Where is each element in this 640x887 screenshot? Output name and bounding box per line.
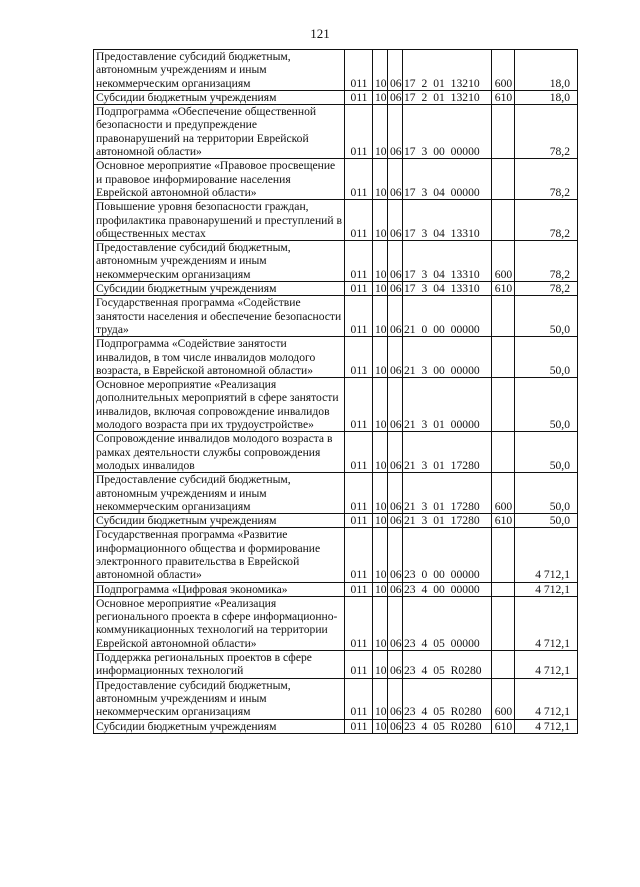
- expense-type-cell: [492, 200, 515, 241]
- row-name-cell: Государственная программа «Содействие занятости населения и обеспечение безопасности труда»: [94, 296, 345, 337]
- amount-cell: 78,2: [515, 241, 578, 282]
- expense-type-cell: 610: [492, 514, 515, 528]
- subsection-code-cell: 06: [388, 337, 403, 378]
- row-name-cell: Основное мероприятие «Реализация регионального проекта в сфере информационно-коммуникационных технологий на территории Еврейской автономной области»: [94, 596, 345, 650]
- expense-type-cell: [492, 296, 515, 337]
- expense-type-cell: [492, 596, 515, 650]
- section-code-cell: 10: [373, 432, 388, 473]
- subsection-code-cell: 06: [388, 432, 403, 473]
- subsection-code-cell: 06: [388, 582, 403, 596]
- subsection-code-cell: 06: [388, 651, 403, 679]
- amount-cell: 18,0: [515, 90, 578, 104]
- ministry-code-cell: 011: [345, 241, 373, 282]
- subsection-code-cell: 06: [388, 50, 403, 91]
- section-code-cell: 10: [373, 296, 388, 337]
- program-code-cell: 23 4 05 R0280: [403, 678, 492, 719]
- ministry-code-cell: 011: [345, 473, 373, 514]
- ministry-code-cell: 011: [345, 432, 373, 473]
- ministry-code-cell: 011: [345, 90, 373, 104]
- program-code-cell: 23 4 05 R0280: [403, 651, 492, 679]
- expense-type-cell: [492, 651, 515, 679]
- section-code-cell: 10: [373, 719, 388, 733]
- expense-type-cell: [492, 432, 515, 473]
- program-code-cell: 21 0 00 00000: [403, 296, 492, 337]
- amount-cell: 78,2: [515, 159, 578, 200]
- row-name-cell: Государственная программа «Развитие информационного общества и формирование электронного правительства в Еврейской автономной области»: [94, 528, 345, 582]
- budget-table: [93, 49, 578, 734]
- amount-cell: 50,0: [515, 473, 578, 514]
- table-row: [94, 651, 578, 679]
- table-row: [94, 473, 578, 514]
- subsection-code-cell: 06: [388, 241, 403, 282]
- section-code-cell: 10: [373, 596, 388, 650]
- expense-type-cell: [492, 528, 515, 582]
- amount-cell: 18,0: [515, 50, 578, 91]
- program-code-cell: 23 4 05 R0280: [403, 719, 492, 733]
- expense-type-cell: [492, 378, 515, 432]
- section-code-cell: 10: [373, 582, 388, 596]
- ministry-code-cell: 011: [345, 105, 373, 159]
- subsection-code-cell: 06: [388, 596, 403, 650]
- row-name-cell: Поддержка региональных проектов в сфере информационных технологий: [94, 651, 345, 679]
- row-name-cell: Предоставление субсидий бюджетным, автономным учреждениям и иным некоммерческим организациям: [94, 50, 345, 91]
- program-code-cell: 23 4 00 00000: [403, 582, 492, 596]
- row-name-cell: Предоставление субсидий бюджетным, автономным учреждениям и иным некоммерческим организациям: [94, 473, 345, 514]
- amount-cell: 4 712,1: [515, 719, 578, 733]
- program-code-cell: 17 3 04 13310: [403, 282, 492, 296]
- table-row: [94, 528, 578, 582]
- program-code-cell: 17 3 00 00000: [403, 105, 492, 159]
- table-row: [94, 678, 578, 719]
- ministry-code-cell: 011: [345, 678, 373, 719]
- subsection-code-cell: 06: [388, 296, 403, 337]
- table-row: [94, 200, 578, 241]
- amount-cell: 4 712,1: [515, 582, 578, 596]
- expense-type-cell: [492, 582, 515, 596]
- ministry-code-cell: 011: [345, 337, 373, 378]
- table-row: [94, 432, 578, 473]
- subsection-code-cell: 06: [388, 282, 403, 296]
- amount-cell: 4 712,1: [515, 678, 578, 719]
- row-name-cell: Субсидии бюджетным учреждениям: [94, 282, 345, 296]
- page-number: 121: [310, 26, 330, 41]
- table-row: [94, 50, 578, 91]
- row-name-cell: Предоставление субсидий бюджетным, автономным учреждениям и иным некоммерческим организациям: [94, 241, 345, 282]
- row-name-cell: Подпрограмма «Цифровая экономика»: [94, 582, 345, 596]
- expense-type-cell: 600: [492, 473, 515, 514]
- row-name-cell: Субсидии бюджетным учреждениям: [94, 719, 345, 733]
- program-code-cell: 17 3 04 00000: [403, 159, 492, 200]
- expense-type-cell: [492, 337, 515, 378]
- ministry-code-cell: 011: [345, 528, 373, 582]
- row-name-cell: Подпрограмма «Обеспечение общественной безопасности и предупреждение правонарушений на территории Еврейской автономной области»: [94, 105, 345, 159]
- amount-cell: 78,2: [515, 105, 578, 159]
- amount-cell: 50,0: [515, 514, 578, 528]
- section-code-cell: 10: [373, 90, 388, 104]
- row-name-cell: Основное мероприятие «Реализация дополнительных мероприятий в сфере занятости инвалидов, включая сопровождение инвалидов молодого возраста при их трудоустройстве»: [94, 378, 345, 432]
- ministry-code-cell: 011: [345, 596, 373, 650]
- section-code-cell: 10: [373, 105, 388, 159]
- table-row: [94, 296, 578, 337]
- amount-cell: 4 712,1: [515, 651, 578, 679]
- table-row: [94, 159, 578, 200]
- subsection-code-cell: 06: [388, 378, 403, 432]
- ministry-code-cell: 011: [345, 50, 373, 91]
- program-code-cell: 21 3 01 00000: [403, 378, 492, 432]
- table-row: [94, 105, 578, 159]
- amount-cell: 78,2: [515, 200, 578, 241]
- ministry-code-cell: 011: [345, 282, 373, 296]
- table-row: [94, 719, 578, 733]
- subsection-code-cell: 06: [388, 200, 403, 241]
- section-code-cell: 10: [373, 378, 388, 432]
- subsection-code-cell: 06: [388, 105, 403, 159]
- program-code-cell: 17 2 01 13210: [403, 90, 492, 104]
- amount-cell: 4 712,1: [515, 596, 578, 650]
- ministry-code-cell: 011: [345, 378, 373, 432]
- program-code-cell: 21 3 01 17280: [403, 514, 492, 528]
- amount-cell: 50,0: [515, 296, 578, 337]
- subsection-code-cell: 06: [388, 159, 403, 200]
- program-code-cell: 21 3 00 00000: [403, 337, 492, 378]
- expense-type-cell: 600: [492, 50, 515, 91]
- expense-type-cell: 600: [492, 241, 515, 282]
- amount-cell: 78,2: [515, 282, 578, 296]
- subsection-code-cell: 06: [388, 528, 403, 582]
- table-row: [94, 582, 578, 596]
- table-row: [94, 514, 578, 528]
- section-code-cell: 10: [373, 50, 388, 91]
- table-row: [94, 90, 578, 104]
- amount-cell: 50,0: [515, 337, 578, 378]
- program-code-cell: 23 0 00 00000: [403, 528, 492, 582]
- section-code-cell: 10: [373, 337, 388, 378]
- expense-type-cell: 610: [492, 719, 515, 733]
- section-code-cell: 10: [373, 651, 388, 679]
- subsection-code-cell: 06: [388, 678, 403, 719]
- table-row: [94, 282, 578, 296]
- table-row: [94, 596, 578, 650]
- expense-type-cell: [492, 105, 515, 159]
- section-code-cell: 10: [373, 200, 388, 241]
- expense-type-cell: 610: [492, 282, 515, 296]
- row-name-cell: Субсидии бюджетным учреждениям: [94, 90, 345, 104]
- section-code-cell: 10: [373, 241, 388, 282]
- program-code-cell: 17 3 04 13310: [403, 241, 492, 282]
- row-name-cell: Подпрограмма «Содействие занятости инвалидов, в том числе инвалидов молодого возраста, в Еврейской автономной области»: [94, 337, 345, 378]
- section-code-cell: 10: [373, 473, 388, 514]
- row-name-cell: Предоставление субсидий бюджетным, автономным учреждениям и иным некоммерческим организациям: [94, 678, 345, 719]
- table-row: [94, 337, 578, 378]
- row-name-cell: Субсидии бюджетным учреждениям: [94, 514, 345, 528]
- section-code-cell: 10: [373, 678, 388, 719]
- table-row: [94, 378, 578, 432]
- amount-cell: 50,0: [515, 432, 578, 473]
- ministry-code-cell: 011: [345, 719, 373, 733]
- table-row: [94, 241, 578, 282]
- row-name-cell: Повышение уровня безопасности граждан, профилактика правонарушений и преступлений в общественных местах: [94, 200, 345, 241]
- ministry-code-cell: 011: [345, 296, 373, 337]
- expense-type-cell: 600: [492, 678, 515, 719]
- ministry-code-cell: 011: [345, 200, 373, 241]
- subsection-code-cell: 06: [388, 90, 403, 104]
- expense-type-cell: [492, 159, 515, 200]
- program-code-cell: 21 3 01 17280: [403, 432, 492, 473]
- subsection-code-cell: 06: [388, 719, 403, 733]
- program-code-cell: 17 3 04 13310: [403, 200, 492, 241]
- row-name-cell: Сопровождение инвалидов молодого возраста в рамках деятельности службы сопровождения молодых инвалидов: [94, 432, 345, 473]
- subsection-code-cell: 06: [388, 473, 403, 514]
- subsection-code-cell: 06: [388, 514, 403, 528]
- ministry-code-cell: 011: [345, 159, 373, 200]
- program-code-cell: 23 4 05 00000: [403, 596, 492, 650]
- expense-type-cell: 610: [492, 90, 515, 104]
- program-code-cell: 17 2 01 13210: [403, 50, 492, 91]
- ministry-code-cell: 011: [345, 651, 373, 679]
- section-code-cell: 10: [373, 514, 388, 528]
- program-code-cell: 21 3 01 17280: [403, 473, 492, 514]
- row-name-cell: Основное мероприятие «Правовое просвещение и правовое информирование населения Еврейской автономной области»: [94, 159, 345, 200]
- ministry-code-cell: 011: [345, 582, 373, 596]
- ministry-code-cell: 011: [345, 514, 373, 528]
- amount-cell: 50,0: [515, 378, 578, 432]
- section-code-cell: 10: [373, 282, 388, 296]
- amount-cell: 4 712,1: [515, 528, 578, 582]
- section-code-cell: 10: [373, 528, 388, 582]
- section-code-cell: 10: [373, 159, 388, 200]
